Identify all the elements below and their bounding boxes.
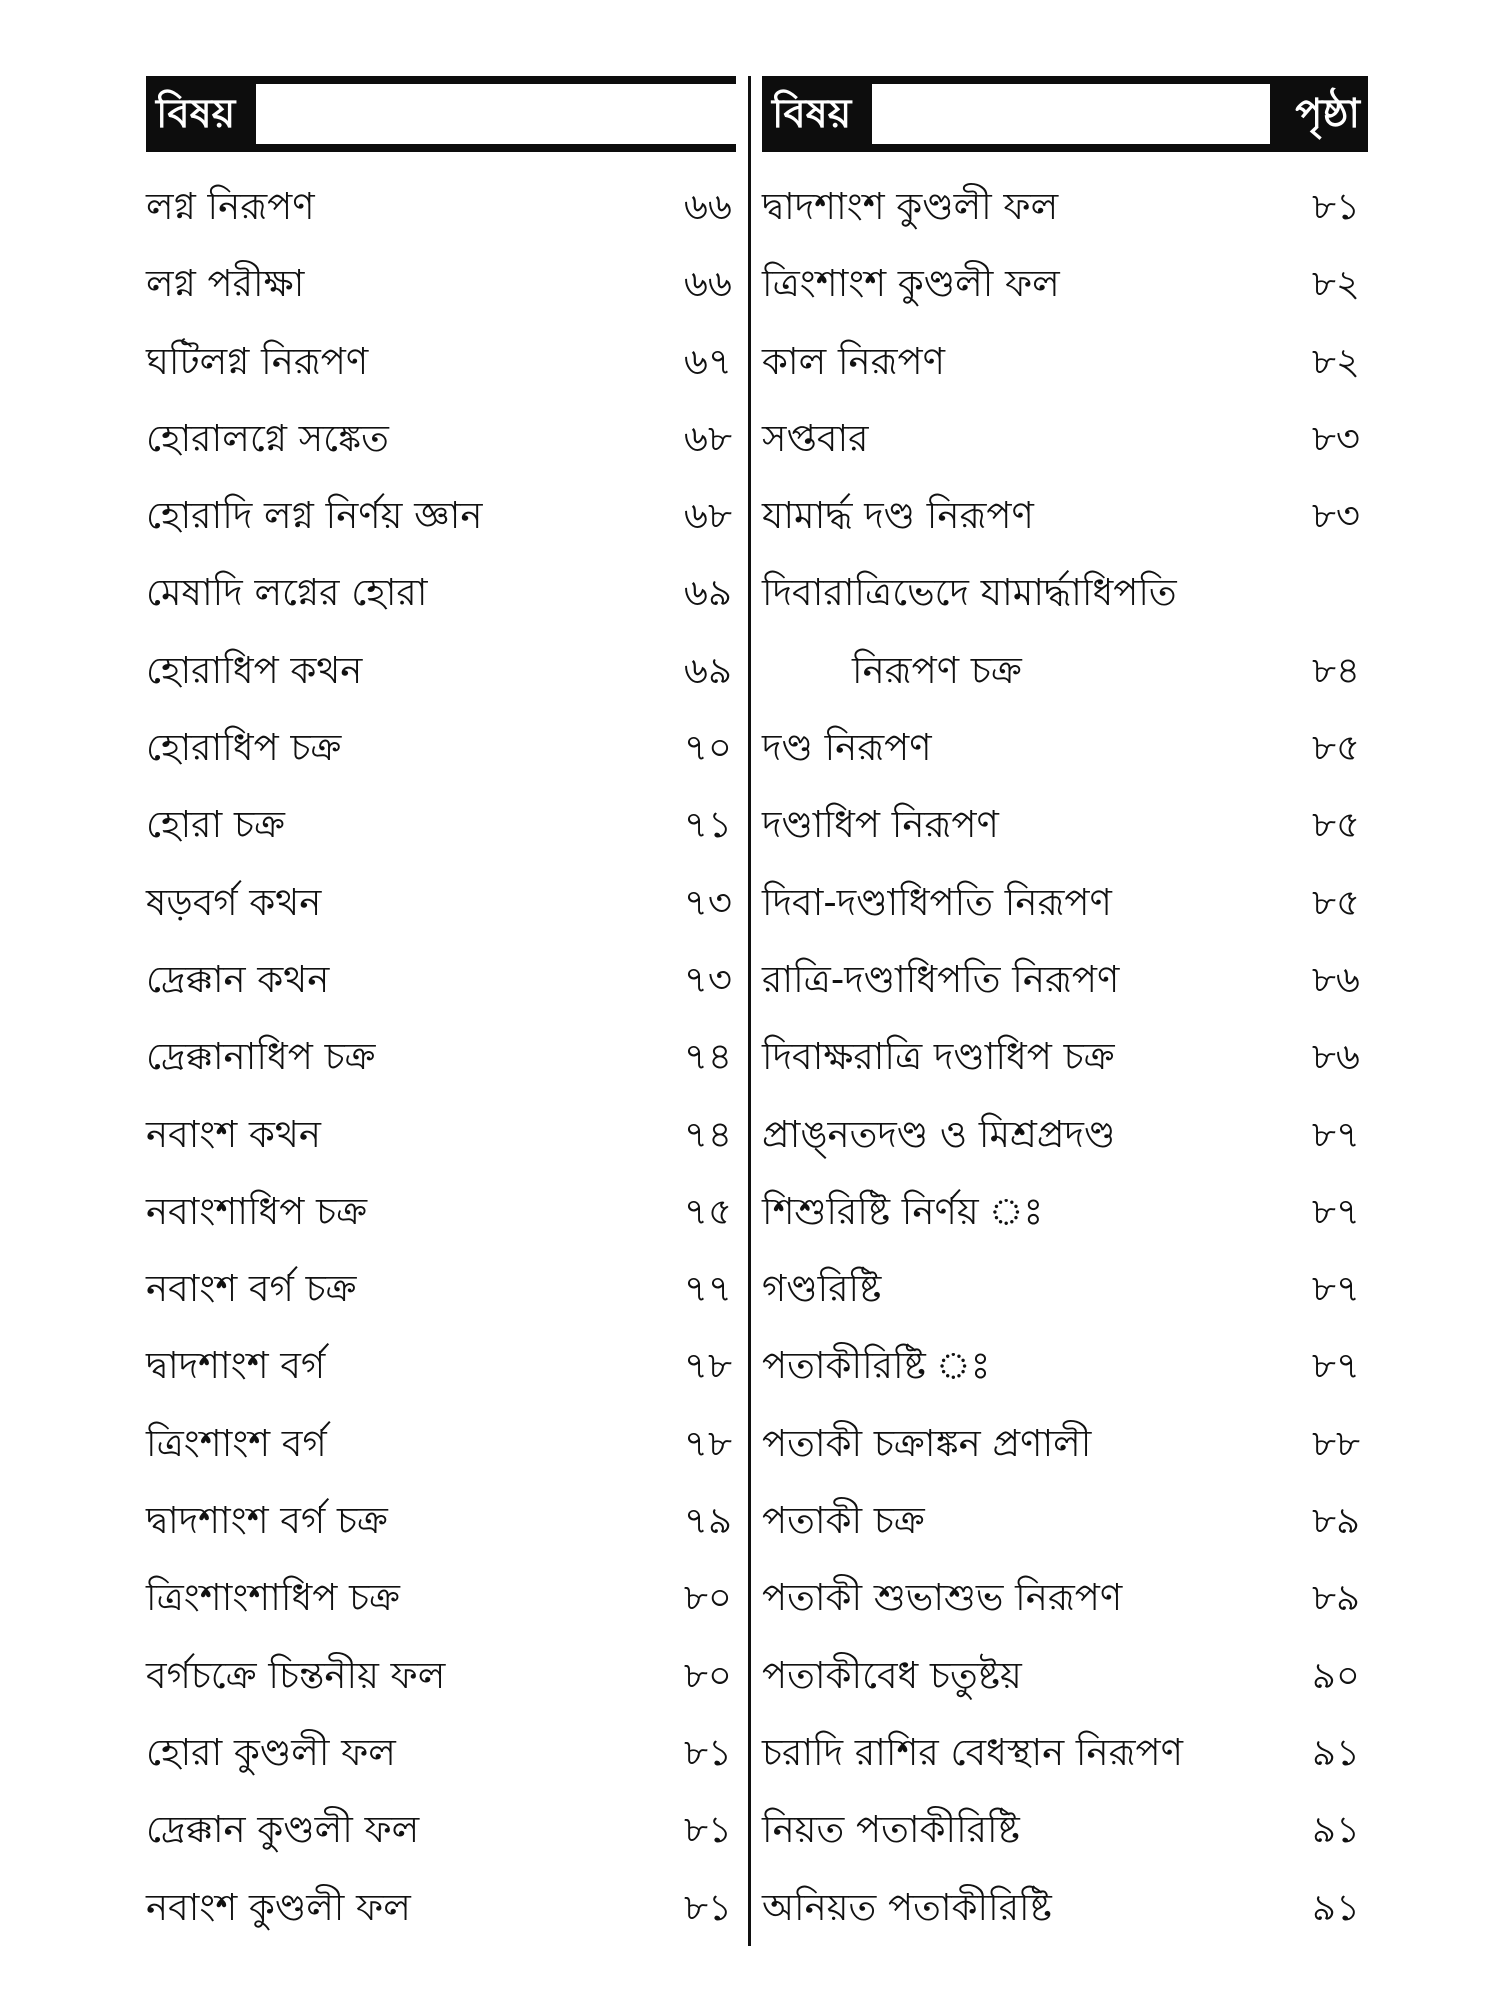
toc-entry	[146, 1327, 736, 1404]
toc-entry	[146, 1559, 736, 1636]
toc-entry-page-number: ৯১	[1311, 1730, 1360, 1774]
toc-entry-page-number: ৭৮	[683, 1421, 732, 1465]
toc-entry-topic: ত্রিংশাংশ কুণ্ডলী ফল	[762, 262, 1060, 306]
toc-entry	[762, 1018, 1368, 1095]
toc-entry	[762, 1096, 1368, 1173]
toc-entry-topic: হোরালগ্নে সঙ্কেত	[146, 416, 389, 460]
toc-entry-topic: পতাকী চক্রাঙ্কন প্রণালী	[762, 1421, 1092, 1465]
toc-entry-topic: পতাকী চক্র	[762, 1499, 925, 1543]
toc-entry	[146, 1018, 736, 1095]
toc-entry	[762, 632, 1368, 709]
toc-entry-page-number: ৮৬	[1311, 1035, 1360, 1079]
toc-entry-topic: প্রাঙ্নতদণ্ড ও মিশ্রপ্রদণ্ড	[762, 1112, 1116, 1156]
toc-entry-topic: সপ্তবার	[762, 416, 869, 460]
toc-entry-page-number: ৮৮	[1311, 1421, 1360, 1465]
toc-entry	[762, 245, 1368, 322]
toc-entry	[146, 1637, 736, 1714]
right-header-bar	[762, 76, 1368, 152]
toc-entry-topic: দ্বাদশাংশ বর্গ	[146, 1344, 326, 1388]
toc-entry-page-number: ৮৭	[1311, 1112, 1360, 1156]
toc-entry-page-number: ৭৩	[683, 957, 732, 1001]
toc-entry-page-number: ৮৫	[1311, 880, 1360, 924]
left-topic-heading: বিষয়	[156, 91, 236, 137]
toc-entry-topic: নবাংশ কথন	[146, 1112, 321, 1156]
right-topic-heading: বিষয়	[772, 91, 852, 137]
toc-entry-topic: দ্রেক্কান কথন	[146, 957, 330, 1001]
toc-entry	[146, 1250, 736, 1327]
toc-entry-topic: দণ্ডাধিপ নিরূপণ	[762, 803, 999, 847]
toc-entry	[762, 1714, 1368, 1791]
toc-entry-topic: দিবা-দণ্ডাধিপতি নিরূপণ	[762, 880, 1112, 924]
toc-entry	[762, 941, 1368, 1018]
toc-entry-page-number: ৭৮	[683, 1344, 732, 1388]
toc-entry	[762, 1173, 1368, 1250]
toc-entry-page-number: ৮০	[683, 1576, 732, 1620]
toc-entry	[146, 1405, 736, 1482]
toc-entry-page-number: ৮৫	[1311, 803, 1360, 847]
toc-entry-topic: দিবাক্ষরাত্রি দণ্ডাধিপ চক্র	[762, 1035, 1115, 1079]
right-page-heading: পৃষ্ঠা	[1295, 91, 1360, 137]
toc-entry	[762, 1250, 1368, 1327]
toc-entry	[146, 554, 736, 631]
toc-entry	[762, 786, 1368, 863]
toc-entry-page-number: ৮৯	[1311, 1576, 1360, 1620]
toc-entry-page-number: ৮৬	[1311, 957, 1360, 1001]
toc-entry-topic: হোরাধিপ চক্র	[146, 726, 342, 770]
toc-entry-topic: পতাকীরিষ্টি ঃ	[762, 1344, 991, 1388]
toc-entry-page-number: ৮১	[1311, 185, 1360, 228]
toc-entry-topic: নিরূপণ চক্র	[852, 648, 1022, 692]
toc-entry	[762, 1869, 1368, 1946]
toc-entry-topic: দণ্ড নিরূপণ	[762, 726, 932, 770]
toc-entry-page-number: ৬৮	[683, 494, 732, 538]
left-page-heading: পৃষ্ঠা	[665, 91, 730, 137]
toc-entry	[146, 709, 736, 786]
toc-entry-topic: ষড়বর্গ কথন	[146, 880, 322, 924]
toc-entry-topic: অনিয়ত পতাকীরিষ্টি	[762, 1885, 1052, 1929]
toc-entry	[762, 554, 1368, 631]
toc-entry-topic: দ্রেক্কানাধিপ চক্র	[146, 1035, 376, 1079]
toc-entry-topic: দিবারাত্রিভেদে যামার্দ্ধাধিপতি	[762, 571, 1177, 615]
right-column	[762, 168, 1368, 1946]
toc-entry-topic: হোরাধিপ কথন	[146, 648, 363, 692]
toc-entry	[146, 168, 736, 245]
toc-entry-topic: গণ্ডরিষ্টি	[762, 1267, 882, 1311]
toc-entry-page-number: ৬৬	[683, 185, 732, 228]
toc-entry	[762, 400, 1368, 477]
toc-entry	[146, 786, 736, 863]
toc-entry-topic: পতাকীবেধ চতুষ্টয়	[762, 1653, 1022, 1697]
toc-entry-topic: হোরাদি লগ্ন নির্ণয় জ্ঞান	[146, 494, 483, 538]
toc-entry-topic: শিশুরিষ্টি নির্ণয় ঃ	[762, 1189, 1044, 1233]
toc-entry-page-number: ৯১	[1311, 1885, 1360, 1929]
toc-entry	[762, 168, 1368, 245]
toc-entry	[762, 477, 1368, 554]
toc-entry-page-number: ৬৭	[683, 339, 732, 383]
toc-entry-topic: হোরা চক্র	[146, 803, 285, 847]
toc-entry-topic: মেষাদি লগ্নের হোরা	[146, 571, 428, 615]
toc-entry	[762, 709, 1368, 786]
toc-entry-page-number: ৮৩	[1311, 494, 1360, 538]
toc-entry-page-number: ৮৭	[1311, 1189, 1360, 1233]
toc-entry-page-number: ৭৫	[683, 1189, 732, 1233]
toc-entry-topic: নবাংশ বর্গ চক্র	[146, 1267, 357, 1311]
toc-entry-topic: লগ্ন নিরূপণ	[146, 185, 315, 228]
toc-entry-page-number: ৮১	[683, 1730, 732, 1774]
toc-entry-page-number: ৮৯	[1311, 1499, 1360, 1543]
toc-entry-topic: রাত্রি-দণ্ডাধিপতি নিরূপণ	[762, 957, 1120, 1001]
toc-entry-page-number: ৮৭	[1311, 1267, 1360, 1311]
toc-entry-page-number: ৭০	[683, 726, 732, 770]
toc-entry	[146, 864, 736, 941]
toc-entry	[762, 1791, 1368, 1868]
right-header-blank	[872, 84, 1270, 144]
toc-entry-topic: চরাদি রাশির বেধস্থান নিরূপণ	[762, 1730, 1184, 1774]
toc-entry-topic: দ্বাদশাংশ বর্গ চক্র	[146, 1499, 388, 1543]
toc-entry-page-number: ৮০	[683, 1653, 732, 1697]
toc-entry-topic: ত্রিংশাংশাধিপ চক্র	[146, 1576, 400, 1620]
toc-entry-page-number: ৮৪	[1311, 648, 1360, 692]
toc-entry-page-number: ৬৯	[683, 648, 732, 692]
toc-entry	[146, 323, 736, 400]
toc-entry	[146, 941, 736, 1018]
toc-entry	[762, 864, 1368, 941]
toc-entry	[146, 1869, 736, 1946]
toc-entry-page-number: ৭৪	[683, 1112, 732, 1156]
toc-entry	[146, 632, 736, 709]
toc-entry-topic: পতাকী শুভাশুভ নিরূপণ	[762, 1576, 1123, 1620]
toc-entry-page-number: ৮১	[683, 1885, 732, 1929]
toc-entry-topic: নবাংশাধিপ চক্র	[146, 1189, 368, 1233]
toc-entry	[146, 245, 736, 322]
toc-entry	[762, 1637, 1368, 1714]
left-column	[146, 168, 736, 1946]
toc-entry	[146, 1791, 736, 1868]
toc-entry	[762, 1559, 1368, 1636]
toc-entry-page-number: ৮৫	[1311, 726, 1360, 770]
toc-entry	[146, 477, 736, 554]
toc-entry-page-number: ৮১	[683, 1808, 732, 1852]
toc-entry	[146, 400, 736, 477]
toc-entry-page-number: ৭৪	[683, 1035, 732, 1079]
toc-entry-page-number: ৮২	[1311, 339, 1360, 383]
toc-entry	[146, 1173, 736, 1250]
toc-entry-topic: ঘটিলগ্ন নিরূপণ	[146, 339, 369, 383]
toc-entry-page-number: ৭৭	[683, 1267, 732, 1311]
toc-entry-topic: দ্রেক্কান কুণ্ডলী ফল	[146, 1808, 420, 1852]
toc-entry-page-number: ৬৮	[683, 416, 732, 460]
left-header-bar	[146, 76, 736, 152]
toc-entry-topic: হোরা কুণ্ডলী ফল	[146, 1730, 396, 1774]
toc-entry-page-number: ৬৯	[683, 571, 732, 615]
toc-entry	[146, 1096, 736, 1173]
toc-entry-topic: লগ্ন পরীক্ষা	[146, 262, 305, 306]
toc-entry-page-number: ৭৩	[683, 880, 732, 924]
toc-entry-topic: কাল নিরূপণ	[762, 339, 946, 383]
toc-entry-page-number: ৯০	[1311, 1653, 1360, 1697]
toc-entry-page-number: ৯১	[1311, 1808, 1360, 1852]
toc-entry	[762, 323, 1368, 400]
toc-entry-topic: দ্বাদশাংশ কুণ্ডলী ফল	[762, 185, 1059, 228]
toc-entry	[146, 1714, 736, 1791]
toc-entry-topic: নবাংশ কুণ্ডলী ফল	[146, 1885, 411, 1929]
toc-entry-page-number: ৭১	[683, 803, 732, 847]
toc-entry-topic: বর্গচক্রে চিন্তনীয় ফল	[146, 1653, 446, 1697]
toc-entry-topic: নিয়ত পতাকীরিষ্টি	[762, 1808, 1020, 1852]
toc-entry-topic: ত্রিংশাংশ বর্গ	[146, 1421, 327, 1465]
toc-entry	[762, 1482, 1368, 1559]
toc-entry-page-number: ৮৭	[1311, 1344, 1360, 1388]
toc-entry-page-number: ৮২	[1311, 262, 1360, 306]
toc-entry-page-number: ৭৯	[683, 1499, 732, 1543]
toc-entry	[762, 1327, 1368, 1404]
toc-entry	[146, 1482, 736, 1559]
column-divider	[748, 76, 751, 1946]
toc-entry-topic: যামার্দ্ধ দণ্ড নিরূপণ	[762, 494, 1034, 538]
toc-entry	[762, 1405, 1368, 1482]
toc-entry-page-number: ৮৩	[1311, 416, 1360, 460]
toc-entry-page-number: ৬৬	[683, 262, 732, 306]
